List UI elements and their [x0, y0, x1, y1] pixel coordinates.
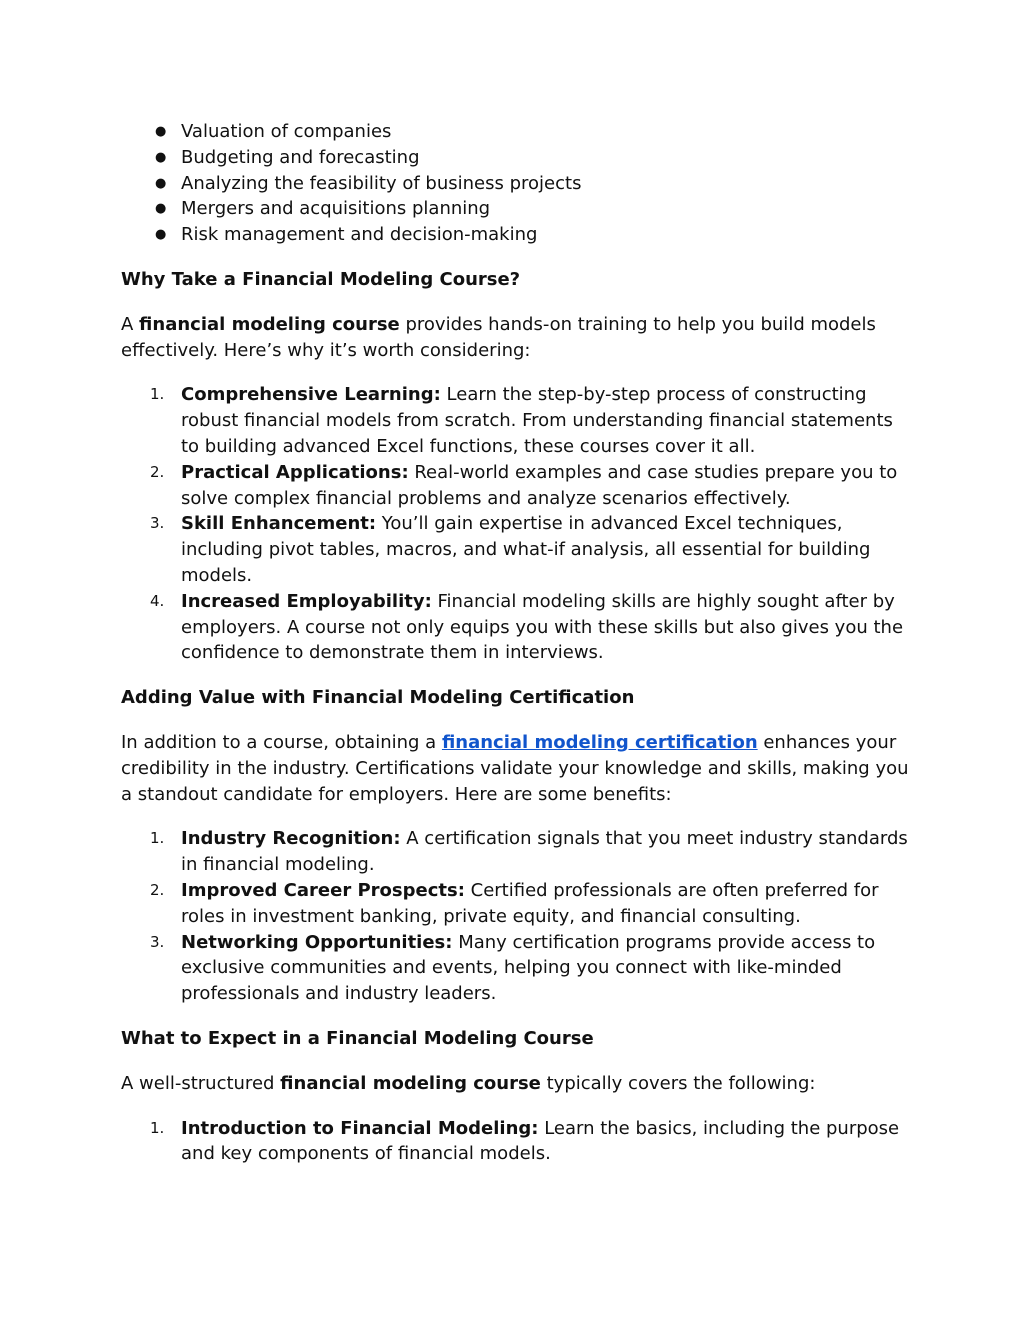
course-topics-numbered-list [121, 1116, 911, 1168]
list-item: 1. Comprehensive Learning: Learn the step-by-step process of constructing robust financial models from scratch. From understanding financial statements to building advanced Excel functions, these courses cover it all. [150, 384, 893, 457]
list-item: 4. Increased Employability: Financial modeling skills are highly sought after by employers. A course not only equips you with these skills but also gives you the confidence to demonstrate them in interviews. [150, 590, 904, 664]
list-item: 1. Introduction to Financial Modeling: Learn the basics, including the purpose and key components of financial models. [150, 1117, 900, 1165]
list-item: 2. Improved Career Prospects: Certified professionals are often preferred for roles in investment banking, private equity, and financial consulting. [150, 879, 879, 927]
list-item: 3. Skill Enhancement: You’ll gain expertise in advanced Excel techniques, including pivot tables, macros, and what-if analysis, all essential for building models. [150, 513, 871, 586]
section-intro-why: A financial modeling course provides hands-on training to help you build models effectively. Here’s why it’s worth considering: [121, 313, 876, 361]
list-item: 3. Networking Opportunities: Many certification programs provide access to exclusive communities and events, helping you connect with like-minded professionals and industry leaders. [150, 931, 876, 1005]
bullet-icon: ● [155, 175, 167, 191]
bullet-icon: ● [155, 201, 167, 217]
document-content [121, 119, 911, 1186]
certification-link[interactable]: financial modeling certification [441, 731, 758, 753]
list-item: ● Budgeting and forecasting [121, 145, 911, 171]
list-item: ● Risk management and decision-making [121, 222, 911, 248]
list-item: ● Mergers and acquisitions planning [121, 196, 911, 222]
section-intro-expect: A well-structured financial modeling course typically covers the following: [121, 1072, 816, 1094]
benefits-numbered-list [121, 826, 911, 1007]
section-heading-why: Why Take a Financial Modeling Course? [121, 268, 521, 290]
uses-bullet-list [121, 119, 911, 248]
list-item: ● Analyzing the feasibility of business projects [121, 171, 911, 197]
section-heading-expect: What to Expect in a Financial Modeling Course [121, 1027, 594, 1049]
list-item: 1. Industry Recognition: A certification signals that you meet industry standards in financial modeling. [150, 828, 908, 876]
list-item: 2. Practical Applications: Real-world examples and case studies prepare you to solve complex financial problems and analyze scenarios effectively. [150, 461, 898, 509]
list-item: ● Valuation of companies [121, 119, 911, 145]
bullet-icon: ● [155, 149, 167, 165]
bullet-icon: ● [155, 227, 167, 243]
bullet-icon: ● [155, 124, 167, 139]
reasons-numbered-list [121, 382, 911, 666]
section-heading-certification: Adding Value with Financial Modeling Certification [121, 687, 635, 709]
section-intro-certification: In addition to a course, obtaining a financial modeling certification enhances your credibility in the industry. Certifications validate your knowledge and skills, making you a standout candidate for employers. Here are some benefits: [121, 731, 909, 805]
